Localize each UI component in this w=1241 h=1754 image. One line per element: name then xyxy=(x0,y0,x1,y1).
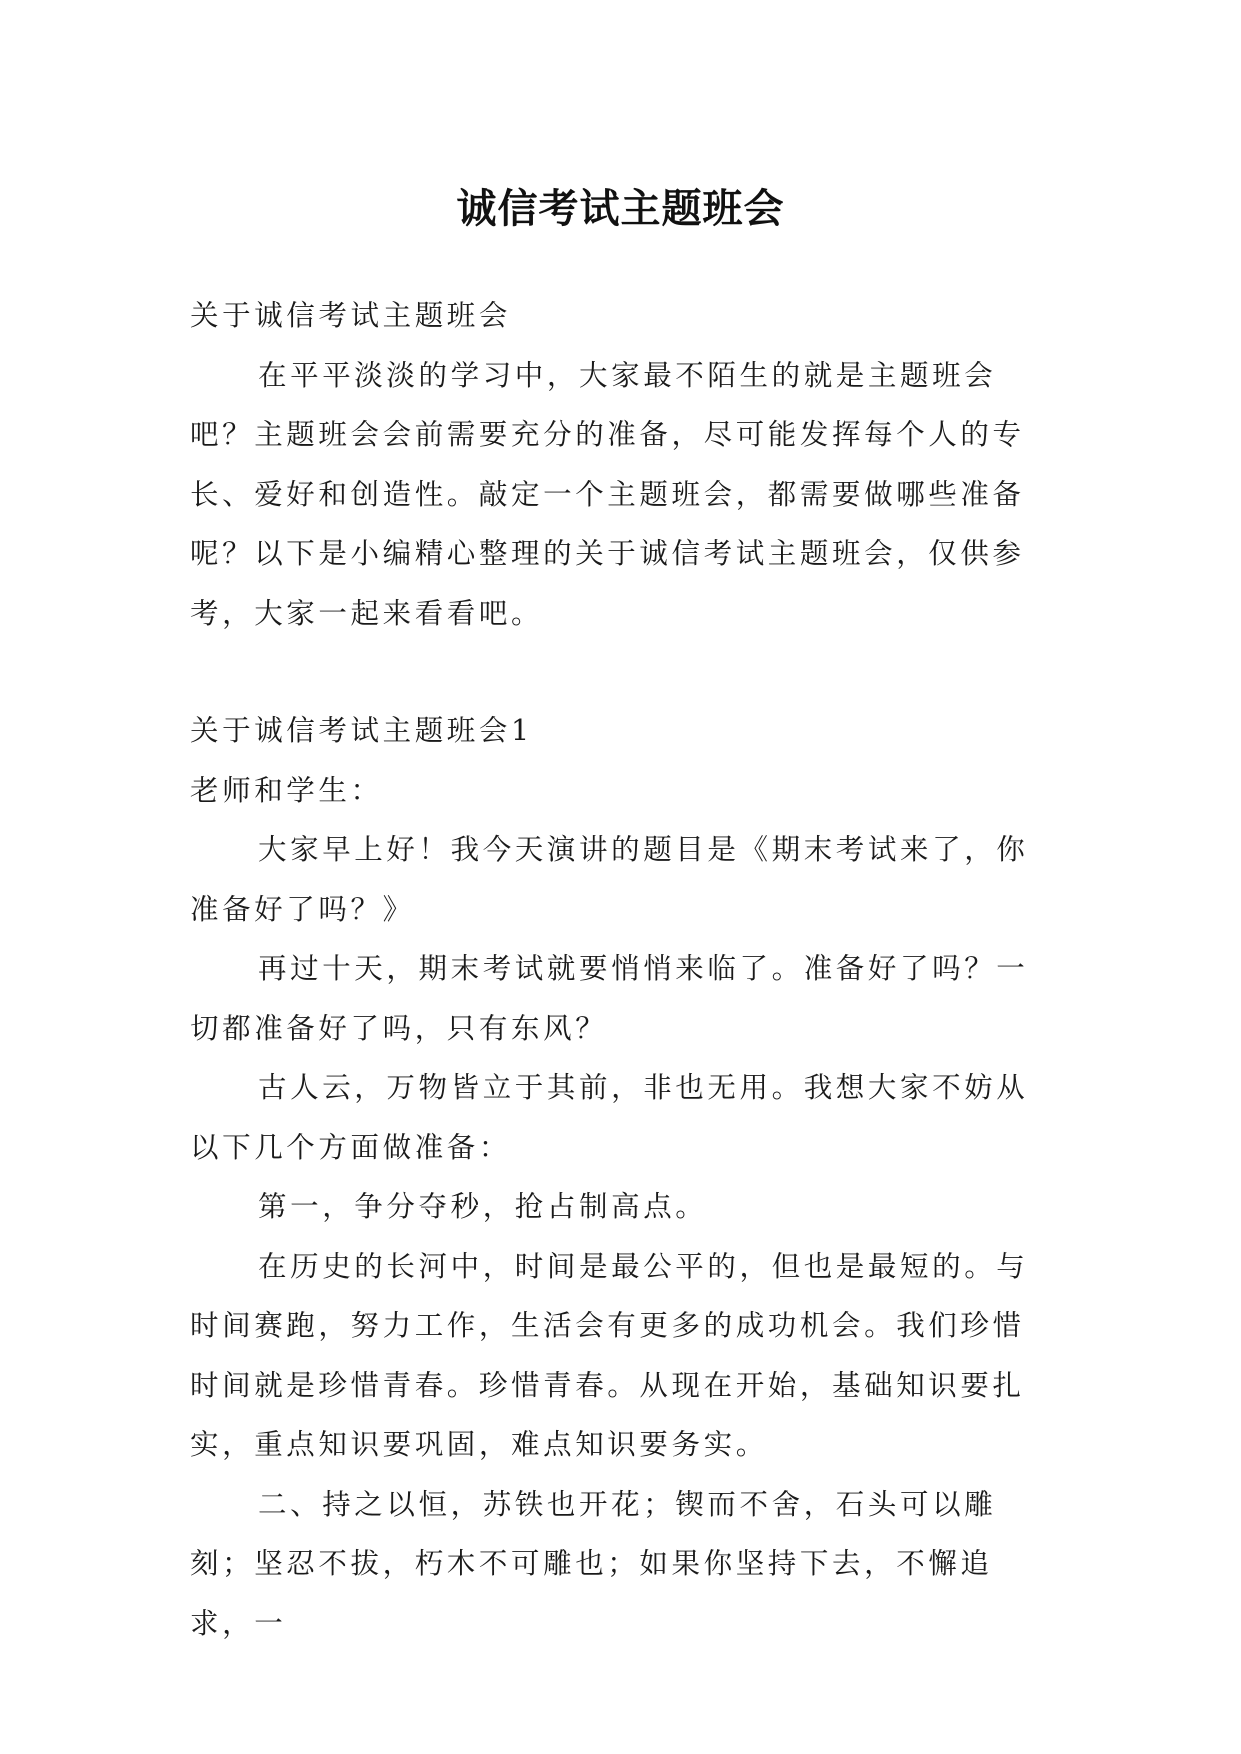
intro-heading: 关于诚信考试主题班会 xyxy=(190,299,512,332)
body-paragraph: 古人云，万物皆立于其前，非也无用。我想大家不妨从以下几个方面做准备： xyxy=(190,1071,1029,1164)
body-paragraph: 再过十天，期末考试就要悄悄来临了。准备好了吗？一切都准备好了吗，只有东风？ xyxy=(190,952,1029,1045)
salutation: 老师和学生： xyxy=(190,773,383,807)
intro-paragraph: 在平平淡淡的学习中，大家最不陌生的就是主题班会吧？主题班会会前需要充分的准备，尽可能发挥每个人的专长、爱好和创造性。敲定一个主题班会，都需要做哪些准备呢？以下是小编精心整理的关于诚信考试主题班会，仅供参考，大家一起来看看吧。 xyxy=(190,358,1025,630)
body-paragraph: 第一，争分夺秒，抢占制高点。 xyxy=(258,1190,708,1223)
body-paragraph: 在历史的长河中，时间是最公平的，但也是最短的。与时间赛跑，努力工作，生活会有更多的成功机会。我们珍惜时间就是珍惜青春。珍惜青春。从现在开始，基础知识要扎实，重点知识要巩固，难点知识要务实。 xyxy=(190,1249,1029,1461)
body-paragraph: 二、持之以恒，苏铁也开花；锲而不舍，石头可以雕刻；坚忍不拔，朽木不可雕也；如果你坚持下去，不懈追求，一 xyxy=(190,1487,997,1640)
page-title: 诚信考试主题班会 xyxy=(456,185,785,232)
document-body xyxy=(190,286,1050,1653)
section-heading: 关于诚信考试主题班会1 xyxy=(190,714,533,747)
body-paragraph: 大家早上好！我今天演讲的题目是《期末考试来了，你准备好了吗？》 xyxy=(190,833,1029,926)
